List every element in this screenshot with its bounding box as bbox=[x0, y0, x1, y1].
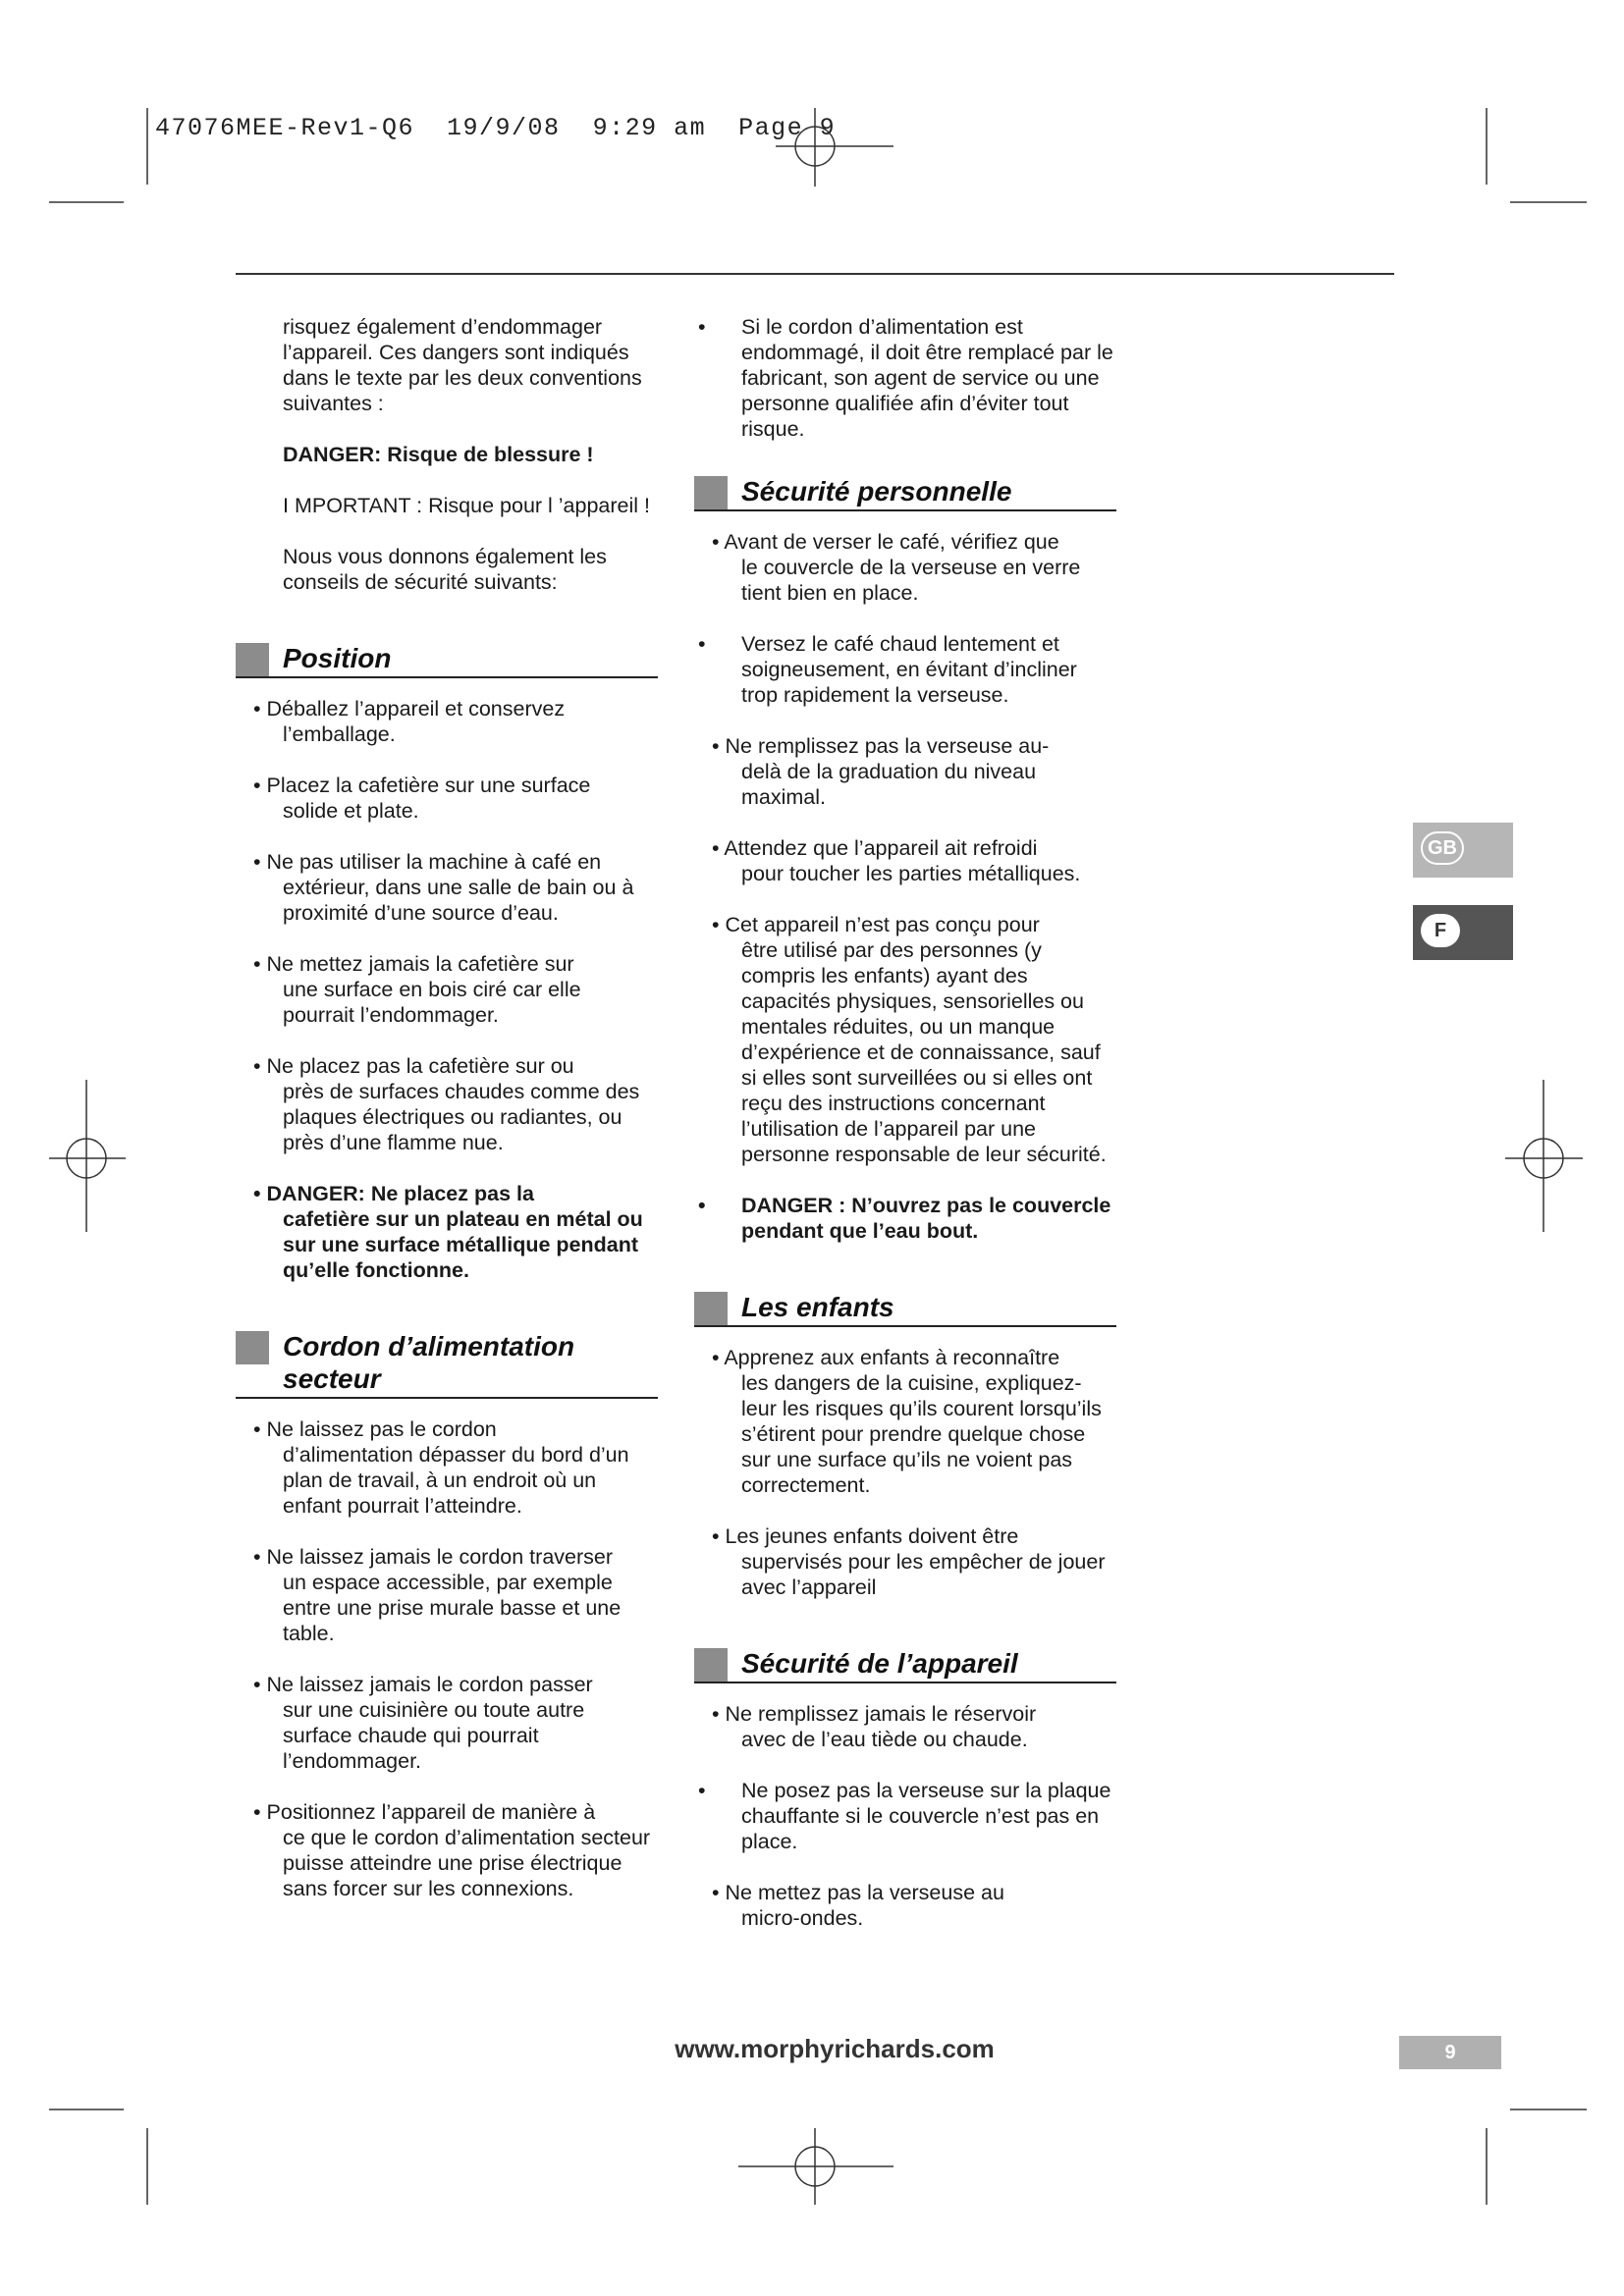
bullet-first-line: Ne mettez pas la verseuse au bbox=[725, 1881, 1004, 1904]
bullet-rest: avec de l’eau tiède ou chaude. bbox=[741, 1728, 1028, 1751]
bullet-text: Si le cordon d’alimentation est endommagé, il doit être remplacé par le fabricant, son agent de service ou une personne qualifiée afin d’éviter tout risque. bbox=[741, 315, 1113, 441]
section-heading-securite-personnelle bbox=[694, 475, 1116, 511]
bullet-dot: • bbox=[712, 1346, 720, 1369]
bullet-dot: • bbox=[253, 1054, 261, 1078]
bullet-rest: pour toucher les parties métalliques. bbox=[741, 862, 1081, 885]
danger-list-item bbox=[236, 1181, 658, 1283]
list-item bbox=[694, 835, 1116, 886]
list-item bbox=[236, 1544, 658, 1646]
list-item bbox=[694, 733, 1116, 810]
bullet-rest: l’emballage. bbox=[283, 722, 396, 746]
bullet-dot: • bbox=[253, 1800, 261, 1824]
language-tab-gb[interactable] bbox=[1413, 823, 1513, 878]
bullet-dot: • bbox=[253, 774, 261, 797]
list-item bbox=[694, 912, 1116, 1167]
danger-list-item bbox=[694, 1193, 1116, 1244]
bullet-first-line: Apprenez aux enfants à reconnaître bbox=[724, 1346, 1060, 1369]
heading-square-icon bbox=[694, 1648, 728, 1682]
bullet-first-line: Avant de verser le café, vérifiez que bbox=[724, 530, 1059, 554]
bullet-text: Ne posez pas la verseuse sur la plaque chauffante si le couvercle n’est pas en place. bbox=[741, 1779, 1111, 1853]
footer-website-link[interactable]: www.morphyrichards.com bbox=[675, 2034, 995, 2063]
bullet-rest: d’alimentation dépasser du bord d’un plan de travail, à un endroit où un enfant pourrait l’atteindre. bbox=[283, 1443, 629, 1518]
bullet-rest: une surface en bois ciré car elle pourrait l’endommager. bbox=[283, 978, 581, 1027]
bullet-dot: • bbox=[698, 632, 706, 656]
bullet-first-line: Déballez l’appareil et conservez bbox=[266, 697, 566, 721]
heading-square-icon bbox=[236, 643, 269, 676]
f-tab-label: F bbox=[1421, 914, 1460, 947]
top-rule bbox=[236, 273, 1394, 275]
list-item bbox=[236, 849, 658, 926]
bullet-dot: • bbox=[712, 836, 720, 860]
section-heading-position bbox=[236, 642, 658, 678]
bullet-rest: ce que le cordon d’alimentation secteur puisse atteindre une prise électrique sans forcer sur les connexions. bbox=[283, 1826, 651, 1900]
section-heading-cordon bbox=[236, 1330, 658, 1399]
gb-tab-label: GB bbox=[1421, 831, 1464, 865]
bullet-rest: être utilisé par des personnes (y compris les enfants) ayant des capacités physiques, sensorielles ou mentales réduites, ou un manque d’expérience et de connaissance, sauf si elles sont surveillées ou si elles ont reçu des instructions concernant l’utilisation de l’appareil par une personne responsable de leur sécurité. bbox=[741, 938, 1107, 1166]
list-item bbox=[694, 1345, 1116, 1498]
bullet-dot: • bbox=[253, 1182, 261, 1205]
heading-text: Les enfants bbox=[741, 1292, 894, 1322]
intro-paragraph: risquez également d’endommager l’appareil. Ces dangers sont indiqués dans le texte par les deux conventions suivantes : bbox=[283, 315, 642, 415]
bullet-dot: • bbox=[253, 1673, 261, 1696]
bullet-first-line: Les jeunes enfants doivent être bbox=[725, 1524, 1019, 1548]
list-item bbox=[694, 1701, 1116, 1752]
bullet-rest: un espace accessible, par exemple entre une prise murale basse et une table. bbox=[283, 1571, 622, 1645]
bullet-dot: • bbox=[253, 1417, 261, 1441]
language-tab-f[interactable] bbox=[1413, 905, 1513, 960]
bullet-dot: • bbox=[253, 697, 261, 721]
print-slug-header: 47076MEE-Rev1-Q6 19/9/08 9:29 am Page 9 bbox=[155, 114, 837, 142]
bullet-dot: • bbox=[698, 1194, 706, 1217]
heading-square-icon bbox=[236, 1331, 269, 1364]
left-column bbox=[236, 314, 658, 1927]
bullet-first-line: Ne mettez jamais la cafetière sur bbox=[266, 952, 574, 976]
bullet-dot: • bbox=[698, 315, 706, 339]
bullet-rest: sur une cuisinière ou toute autre surface chaude qui pourrait l’endommager. bbox=[283, 1698, 585, 1773]
important-convention: I MPORTANT : Risque pour l ’appareil ! bbox=[283, 494, 651, 517]
heading-square-icon bbox=[694, 1292, 728, 1325]
heading-text: Position bbox=[283, 643, 392, 673]
list-item bbox=[694, 314, 1116, 442]
heading-text-line1: Cordon d’alimentation bbox=[283, 1331, 575, 1362]
list-item bbox=[694, 1778, 1116, 1854]
list-item bbox=[236, 773, 658, 824]
bullet-first-line: Placez la cafetière sur une surface bbox=[266, 774, 591, 797]
bullet-first-line: Ne placez pas la cafetière sur ou bbox=[266, 1054, 574, 1078]
bullet-first-line: Positionnez l’appareil de manière à bbox=[266, 1800, 596, 1824]
bullet-text: DANGER : N’ouvrez pas le couvercle pendant que l’eau bout. bbox=[741, 1194, 1111, 1243]
page-number-badge: 9 bbox=[1399, 2036, 1501, 2069]
bullet-first-line: DANGER: Ne placez pas la bbox=[266, 1182, 534, 1205]
bullet-rest: extérieur, dans une salle de bain ou à proximité d’une source d’eau. bbox=[283, 876, 634, 925]
bullet-rest: delà de la graduation du niveau maximal. bbox=[741, 760, 1037, 809]
heading-text: Sécurité de l’appareil bbox=[741, 1648, 1018, 1679]
bullet-rest: le couvercle de la verseuse en verre tient bien en place. bbox=[741, 556, 1081, 605]
bullet-dot: • bbox=[712, 530, 720, 554]
list-item bbox=[236, 696, 658, 747]
list-item bbox=[694, 529, 1116, 606]
bullet-rest: micro-ondes. bbox=[741, 1906, 864, 1930]
list-item bbox=[236, 1799, 658, 1901]
list-item bbox=[236, 951, 658, 1028]
heading-text-line2: secteur bbox=[283, 1363, 381, 1394]
bullet-text: Versez le café chaud lentement et soigneusement, en évitant d’incliner trop rapidement la verseuse. bbox=[741, 632, 1077, 707]
bullet-first-line: Cet appareil n’est pas conçu pour bbox=[725, 913, 1040, 936]
bullet-dot: • bbox=[253, 850, 261, 874]
bullet-rest: les dangers de la cuisine, expliquez-leur les risques qu’ils courent lorsqu’ils s’étirent pour prendre quelque chose sur une surface qu’ils ne voient pas correctement. bbox=[741, 1371, 1102, 1497]
section-heading-enfants bbox=[694, 1291, 1116, 1327]
bullet-rest: solide et plate. bbox=[283, 799, 419, 823]
bullet-first-line: Ne laissez pas le cordon bbox=[266, 1417, 497, 1441]
bullet-first-line: Ne remplissez pas la verseuse au- bbox=[725, 734, 1050, 758]
list-item bbox=[236, 1416, 658, 1519]
bullet-dot: • bbox=[712, 734, 720, 758]
bullet-dot: • bbox=[253, 1545, 261, 1569]
list-item bbox=[236, 1053, 658, 1155]
heading-text: Sécurité personnelle bbox=[741, 476, 1012, 507]
bullet-rest: supervisés pour les empêcher de jouer avec l’appareil bbox=[741, 1550, 1106, 1599]
bullet-first-line: Ne pas utiliser la machine à café en bbox=[266, 850, 602, 874]
bullet-first-line: Attendez que l’appareil ait refroidi bbox=[724, 836, 1038, 860]
bullet-dot: • bbox=[712, 913, 720, 936]
bullet-dot: • bbox=[712, 1881, 720, 1904]
heading-square-icon bbox=[694, 476, 728, 509]
bullet-rest: cafetière sur un plateau en métal ou sur une surface métallique pendant qu’elle fonctionne. bbox=[283, 1207, 643, 1282]
advice-paragraph: Nous vous donnons également les conseils de sécurité suivants: bbox=[283, 545, 607, 594]
bullet-first-line: Ne remplissez jamais le réservoir bbox=[725, 1702, 1037, 1726]
section-heading-securite-appareil bbox=[694, 1647, 1116, 1683]
list-item bbox=[694, 1523, 1116, 1600]
bullet-dot: • bbox=[712, 1524, 720, 1548]
bullet-first-line: Ne laissez jamais le cordon passer bbox=[266, 1673, 593, 1696]
bullet-dot: • bbox=[253, 952, 261, 976]
right-column bbox=[694, 314, 1116, 1956]
bullet-rest: près de surfaces chaudes comme des plaques électriques ou radiantes, ou près d’une flamme nue. bbox=[283, 1080, 640, 1154]
bullet-dot: • bbox=[712, 1702, 720, 1726]
bullet-first-line: Ne laissez jamais le cordon traverser bbox=[266, 1545, 614, 1569]
bullet-dot: • bbox=[698, 1779, 706, 1802]
danger-convention: DANGER: Risque de blessure ! bbox=[283, 443, 594, 466]
list-item bbox=[694, 1880, 1116, 1931]
list-item bbox=[236, 1672, 658, 1774]
list-item bbox=[694, 631, 1116, 708]
